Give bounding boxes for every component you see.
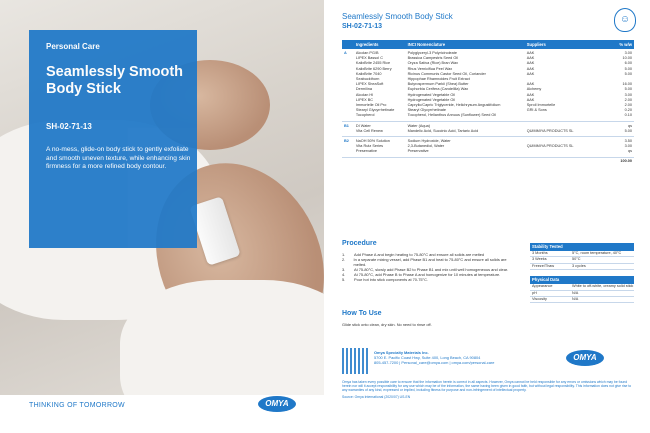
table-cell: Water (Aqua)	[407, 123, 430, 128]
table-cell: 2,3-Butanediol, Water	[407, 144, 445, 149]
omya-logo: OMYA	[258, 396, 296, 412]
disclaimer: Omya has taken every possible care to ensure that the information herein is correct in all aspects. However, Omya cannot be held responsible for any errors or omissions which may be found herein nor will it accept responsibility for any use which may be of the information, the same having been given in good faith, but without legal responsibility. This information does not give rise to any warranties of any kind, expressed or implied, including fitness for purpose and non-infringement of intellectual property. Source: Omya International (2020/07) US-EN	[342, 380, 634, 399]
table-cell: Alchemy	[526, 87, 542, 92]
table-cell: 0.10	[624, 113, 632, 118]
table-cell: 3.00	[624, 144, 632, 149]
table-cell: Tocopherol	[355, 113, 375, 118]
table-cell: LIPEX Bassol C	[355, 56, 383, 61]
table-cell: GRI & Sons	[526, 108, 547, 113]
table-cell: Preservative	[407, 149, 429, 154]
formula-total: 100.00	[620, 158, 632, 163]
table-cell: 0.20	[624, 108, 632, 113]
product-description: A no-mess, glide-on body stick to gently exfoliate and smooth uneven texture, while enhancing skin firmness for a more refined body contour.	[46, 146, 191, 171]
procedure-step: 2. In a separate mixing vessel, add Phase B1 and heat to 75-80°C and ensure all solids are melted.	[342, 257, 507, 268]
table-row	[342, 149, 634, 154]
table-cell: Stearyl Glycyrrhetinate	[407, 108, 446, 113]
procedure-steps	[342, 252, 514, 283]
table-cell: 16.00	[622, 82, 632, 87]
table-cell: AAK	[526, 71, 535, 76]
product-code: SH-02-71-13	[46, 122, 92, 131]
table-cell: Caprylic/Capric Triglyceride, Helichrysum Angustifolium	[407, 103, 501, 108]
table-cell: AAK	[526, 97, 535, 102]
left-page	[0, 0, 324, 433]
table-cell: Mandelic Acid, Succinic Acid, Tartaric Acid	[407, 128, 479, 133]
procedure-step: 5. Pour hot into stick components at 70-75°C.	[342, 277, 429, 283]
table-cell: Polyglyceryl-3 Polyricinoleate	[407, 51, 457, 55]
address: 5700 E. Pacific Coast Hwy, Suite 400, Long Beach, CA 90804	[374, 355, 481, 360]
table-cell: Vita Rutz Series	[355, 144, 384, 149]
table-cell: Euphorbia Cerifera (Candelilla) Wax	[407, 87, 469, 92]
table-cell: LIPEX SheaSoft	[355, 82, 384, 87]
formula-code: SH-02-71-13	[342, 23, 383, 30]
phase-label: B1	[344, 123, 349, 128]
table-row	[342, 129, 634, 134]
table-cell: Preservative	[355, 149, 378, 154]
stability-physical-panel	[530, 243, 634, 303]
table-cell: Dermilina	[355, 87, 372, 92]
company-name: Omya Specialty Materials Inc.	[374, 350, 429, 355]
category-label: Personal Care	[46, 42, 100, 51]
table-cell: Ricinus Communis Castor Seed Oil, Coriander	[407, 71, 486, 76]
table-cell: Vita Cell Renew	[355, 128, 383, 133]
table-cell: 6.00	[624, 61, 632, 66]
table-cell: 3.00	[624, 51, 632, 55]
table-cell: Alcolan PG/B	[355, 51, 379, 55]
procedure-step: 3. At 75-80°C, slowly add Phase B2 to Phase B1 and mix until well homogeneous and clear.	[342, 267, 509, 273]
face-icon: ☺	[614, 8, 636, 32]
table-cell	[527, 149, 599, 154]
table-cell: Seabuckthorn	[355, 77, 380, 82]
table-cell: Rhus Verniciflua Peel Wax	[407, 66, 453, 71]
table-cell: 5.00	[624, 87, 632, 92]
phase-group	[342, 137, 634, 158]
table-cell: Oryza Sativa (Rice) Bran Wax	[407, 61, 459, 66]
table-cell: AAK	[526, 92, 535, 97]
table-cell: Sproil Immortelle	[526, 103, 556, 108]
table-cell: AAK	[526, 56, 535, 61]
table-row	[342, 113, 634, 118]
procedure-step: 4. At 75-80°C, add Phase B to Phase A and homogenize for 10 minutes at temperature.	[342, 272, 501, 278]
phone-email-web[interactable]: 805-457-7200 | Personal_care@omya.com | omya.com/personal-care	[374, 360, 495, 365]
table-cell: 2.00	[624, 97, 632, 102]
table-cell: Hydrogenated Vegetable Oil	[407, 97, 456, 102]
table-cell: DI Water	[355, 123, 371, 128]
table-cell: Sodium Hydroxide, Water	[407, 139, 451, 144]
phase-label: A	[344, 51, 347, 55]
table-cell: qs	[627, 123, 632, 128]
phase-group	[342, 122, 634, 137]
table-cell: 10.00	[622, 56, 632, 61]
table-cell: KalixBrite 7040	[355, 71, 382, 76]
table-cell: LIPEX BC	[355, 97, 374, 102]
right-page	[326, 0, 650, 433]
table-cell: 2.00	[624, 103, 632, 108]
product-title: Seamlessly Smooth Body Stick	[46, 64, 183, 97]
stability-row: 3 Months 5°C, room temperature, 40°C	[530, 251, 634, 257]
tagline: THINKING OF TOMORROW	[29, 402, 125, 409]
table-cell: 5.00	[624, 128, 632, 133]
physical-row: pH N/A	[530, 291, 634, 297]
formula-table	[342, 40, 634, 165]
table-cell: KalixBrite 2455 Rice	[355, 61, 391, 66]
physical-heading: Physical Data	[530, 276, 634, 284]
qr-code[interactable]	[342, 348, 368, 374]
stability-row: Freeze/Thaw 3 cycles	[530, 264, 634, 270]
title-panel	[29, 30, 197, 248]
table-cell: Hydrogenated Vegetable Oil	[407, 92, 456, 97]
table-cell: QUIMMIYA PRODUCTS SL	[526, 128, 574, 133]
table-cell: KalixBrite 6290 Berry	[355, 66, 392, 71]
table-cell: AAK	[526, 51, 535, 55]
procedure-heading: Procedure	[342, 240, 377, 247]
table-cell: Brassica Campestris Seed Oil	[407, 56, 458, 61]
physical-row: Appearance White to off-white, creamy solid stick	[530, 284, 634, 290]
table-cell: QUIMMIYA PRODUCTS SL	[526, 144, 574, 149]
table-cell: 5.00	[624, 71, 632, 76]
table-cell: Stearyl Glycyrrhetinate	[355, 108, 395, 113]
table-cell: Hippophae Rhamnoides Fruit Extract	[407, 77, 470, 82]
table-cell: 3.50	[624, 139, 632, 144]
table-header: Ingredients INCI Nomenclature Suppliers % w/w	[342, 40, 634, 49]
how-to-use-heading: How To Use	[342, 310, 382, 317]
formula-title: Seamlessly Smooth Body Stick	[342, 12, 453, 21]
stability-heading: Stability Tested	[530, 243, 634, 251]
omya-logo: OMYA	[566, 350, 604, 366]
contact-block	[374, 350, 494, 365]
source-note: Source: Omya International (2020/07) US-EN	[342, 394, 411, 399]
table-cell: Tocopherol, Helianthus Annuus (Sunflower) Seed Oil	[407, 113, 496, 118]
table-cell: 5.00	[624, 66, 632, 71]
table-cell: 3.00	[624, 92, 632, 97]
table-cell: Butyrospermum Parkii (Shea) Butter	[407, 82, 469, 87]
table-cell: AAK	[526, 66, 535, 71]
stability-row: 3 Weeks 50°C	[530, 257, 634, 263]
table-cell: Immortelle Oil Pro	[355, 103, 387, 108]
table-cell: Alcolan HI	[355, 92, 374, 97]
table-cell: AAK	[526, 61, 535, 66]
phase-label: B2	[344, 139, 349, 144]
table-cell: AAK	[526, 82, 535, 87]
how-to-use-text: Glide stick onto clean, dry skin. No need to rinse off.	[342, 322, 432, 327]
physical-row: Viscosity N/A	[530, 297, 634, 303]
table-cell: qs	[627, 149, 632, 154]
table-cell: NaOH 50% Solution	[355, 139, 390, 144]
procedure-step: 1. Add Phase A and begin heating to 75-80°C and ensure all solids are melted	[342, 252, 485, 257]
phase-group	[342, 49, 634, 122]
table-cell	[527, 113, 599, 118]
